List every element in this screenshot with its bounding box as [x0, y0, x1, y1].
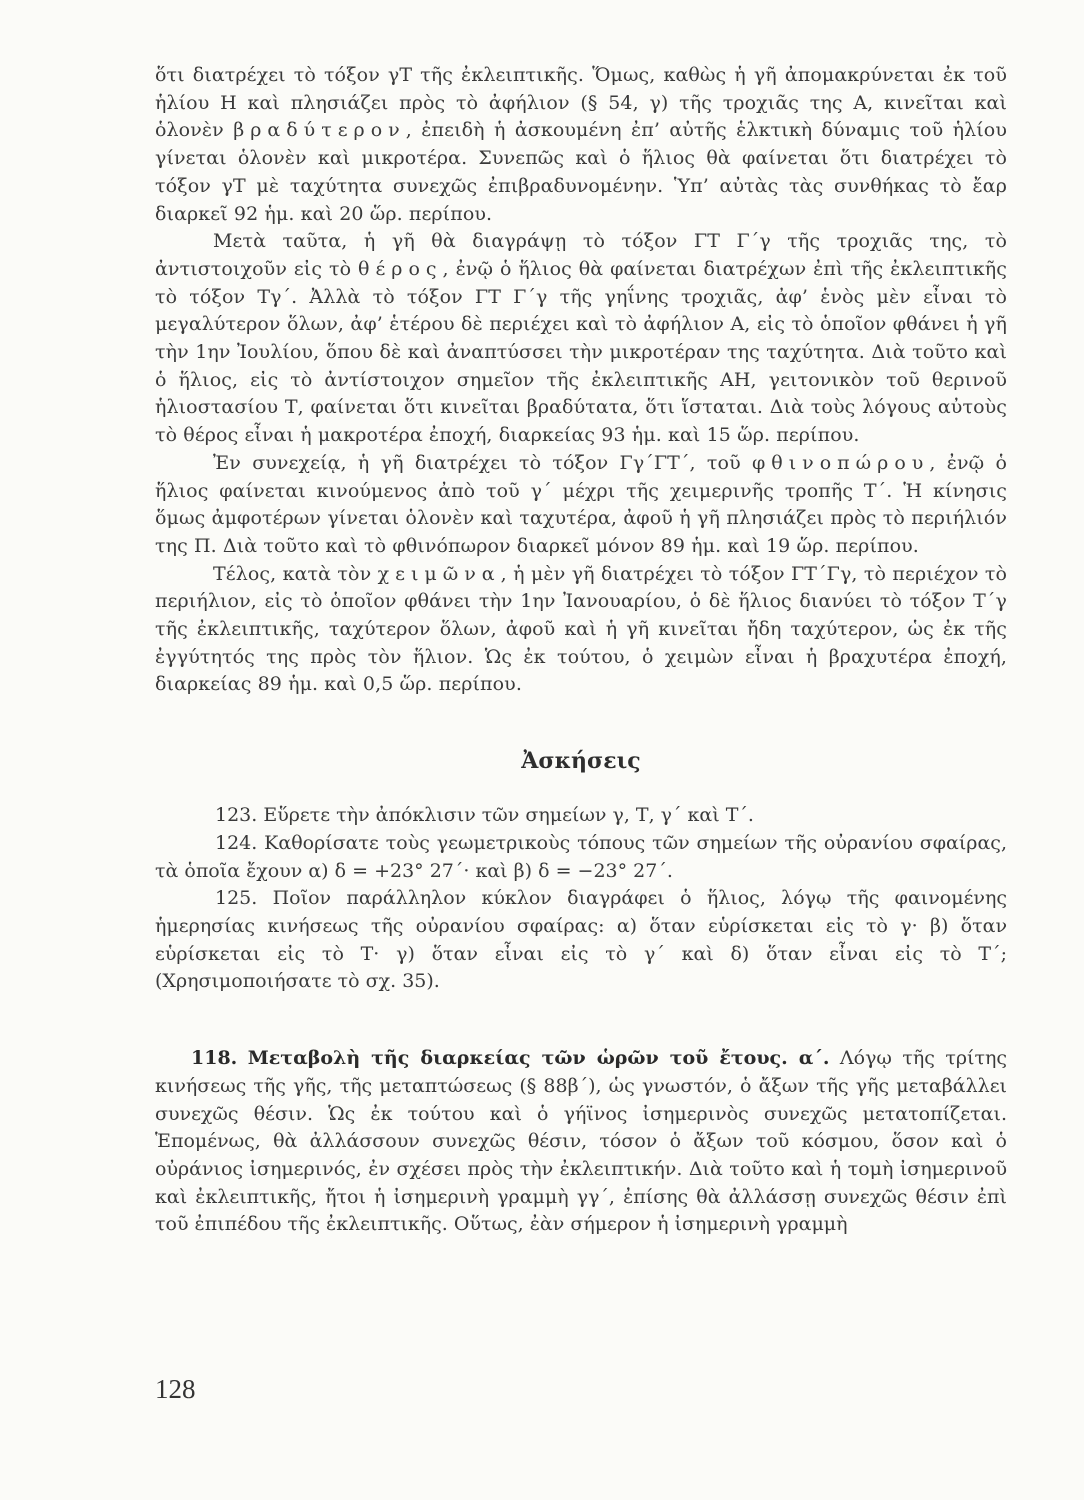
section-paragraph	[155, 1045, 1007, 1239]
section-text: Λόγῳ τῆς τρίτης κινήσεως τῆς γῆς, τῆς μεταπτώσεως (§ 88β΄), ὡς γνωστόν, ὁ ἄξων τῆς γῆς μεταβάλλει συνεχῶς θέσιν. Ὡς ἐκ τούτου καὶ ὁ γήϊνος ἰσημερινὸς συνεχῶς μετατοπίζεται. Ἑπομένως, θὰ ἀλλάσσουν συνεχῶς θέσιν, τόσον ὁ ἄξων τοῦ κόσμου, ὅσον καὶ ὁ οὐράνιος ἰσημερινός, ἐν σχέσει πρὸς τὴν ἐκλειπτικήν. Διὰ τοῦτο καὶ ἡ τομὴ ἰσημερινοῦ καὶ ἐκλειπτικῆς, ἤτοι ἡ ἰσημερινὴ γραμμὴ γγ΄, ἐπίσης θὰ ἀλλάσσῃ συνεχῶς θέσιν ἐπὶ τοῦ ἐπιπέδου τῆς ἐκλειπτικῆς. Οὕτως, ἐὰν σήμερον ἡ ἰσημερινὴ γραμμὴ	[155, 1047, 1007, 1236]
page-content	[155, 62, 1007, 1239]
page-number: 128	[155, 1374, 196, 1404]
spaced-word: χειμῶνα	[377, 562, 501, 585]
paragraph: Μετὰ ταῦτα, ἡ γῆ θὰ διαγράψῃ τὸ τόξον ΓΤ Γ΄γ τῆς τροχιᾶς της, τὸ ἀντιστοιχοῦν εἰς τὸ θέρος, ἐνῷ ὁ ἥλιος θὰ φαίνεται διατρέχων ἐπὶ τῆς ἐκλειπτικῆς τὸ τόξον Τγ΄. Ἀλλὰ τὸ τόξον ΓΤ Γ΄γ τῆς γηΐνης τροχιᾶς, ἀφ’ ἑνὸς μὲν εἶναι τὸ μεγαλύτερον ὅλων, ἀφ’ ἑτέρου δὲ περιέχει καὶ τὸ ἀφήλιον Α, εἰς τὸ ὁποῖον φθάνει ἡ γῆ τὴν 1ην Ἰουλίου, ὅπου δὲ καὶ ἀναπτύσσει τὴν μικροτέραν της ταχύτητα. Διὰ τοῦτο καὶ ὁ ἥλιος, εἰς τὸ ἀντίστοιχον σημεῖον τῆς ἐκλειπτικῆς ΑΗ, γειτονικὸν τοῦ θερινοῦ ἡλιοστασίου Τ, φαίνεται ὅτι κινεῖται βραδύτατα, ὅτι ἵσταται. Διὰ τοὺς λόγους αὐτοὺς τὸ θέρος εἶναι ἡ μακροτέρα ἐποχή, διαρκείας 93 ἡμ. καὶ 15 ὥρ. περίπου.	[155, 230, 1007, 447]
paragraph: ὅτι διατρέχει τὸ τόξον γΤ τῆς ἐκλειπτικῆς. Ὅμως, καθὼς ἡ γῆ ἀπομακρύνεται ἐκ τοῦ ἡλίου Η καὶ πλησιάζει πρὸς τὸ ἀφήλιον (§ 54, γ) τῆς τροχιᾶς της Α, κινεῖται καὶ ὁλονὲν βραδύτερον, ἐπειδὴ ἡ ἀσκουμένη ἐπ’ αὐτῆς ἑλκτικὴ δύναμις τοῦ ἡλίου γίνεται ὁλονὲν καὶ μικροτέρα. Συνεπῶς καὶ ὁ ἥλιος θὰ φαίνεται ὅτι διατρέχει τὸ τόξον γΤ μὲ ταχύτητα συνεχῶς ἐπιβραδυνομένην. Ὑπ’ αὐτὰς τὰς συνθήκας τὸ ἔαρ διαρκεῖ 92 ἡμ. καὶ 20 ὥρ. περίπου.	[155, 64, 1007, 225]
body-text	[155, 62, 1007, 699]
section-number: 118.	[191, 1047, 238, 1070]
paragraph: Ἐν συνεχείᾳ, ἡ γῆ διατρέχει τὸ τόξον Γγ΄ΓΤ΄, τοῦ φθινοπώρου, ἐνῷ ὁ ἥλιος φαίνεται κινούμενος ἀπὸ τοῦ γ΄ μέχρι τῆς χειμερινῆς τροπῆς Τ΄. Ἡ κίνησις ὅμως ἀμφοτέρων γίνεται ὁλονὲν καὶ ταχυτέρα, ἀφοῦ ἡ γῆ πλησιάζει πρὸς τὸ περιήλιόν της Π. Διὰ τοῦτο καὶ τὸ φθινόπωρον διαρκεῖ μόνον 89 ἡμ. καὶ 19 ὥρ. περίπου.	[155, 451, 1008, 557]
exercise-item: 123. Εὕρετε τὴν ἀπόκλισιν τῶν σημείων γ, Τ, γ΄ καὶ Τ΄.	[215, 804, 754, 827]
exercise-item: 124. Καθορίσατε τοὺς γεωμετρικοὺς τόπους τῶν σημείων τῆς οὐρανίου σφαίρας, τὰ ὁποῖα ἔχουν α) δ = +23° 27΄· καὶ β) δ = −23° 27΄.	[155, 831, 1007, 882]
spaced-word: βραδύτερον	[233, 119, 406, 142]
spaced-word: θέρος	[358, 257, 443, 280]
exercise-item: 125. Ποῖον παράλληλον κύκλον διαγράφει ὁ ἥλιος, λόγῳ τῆς φαινομένης ἡμερησίας κινήσεως τῆς οὐρανίου σφαίρας: α) ὅταν εὑρίσκεται εἰς τὸ γ· β) ὅταν εὑρίσκεται εἰς τὸ Τ· γ) ὅταν εἶναι εἰς τὸ γ΄ καὶ δ) ὅταν εἶναι εἰς τὸ Τ΄; (Χρησιμοποιήσατε τὸ σχ. 35).	[155, 887, 1007, 993]
exercises-list	[155, 802, 1007, 996]
section-118	[155, 1045, 1007, 1239]
section-title: Μεταβολὴ τῆς διαρκείας τῶν ὡρῶν τοῦ ἔτους. α΄.	[247, 1047, 830, 1070]
spaced-word: φθινοπώρου	[751, 451, 930, 474]
paragraph: Τέλος, κατὰ τὸν χειμῶνα, ἡ μὲν γῆ διατρέχει τὸ τόξον ΓΤ΄Γγ, τὸ περιέχον τὸ περιήλιον, εἰς τὸ ὁποῖον φθάνει τὴν 1ην Ἰανουαρίου, ὁ δὲ ἥλιος διανύει τὸ τόξον Τ΄γ τῆς ἐκλειπτικῆς, ταχύτερον ὅλων, ἀφοῦ καὶ ἡ γῆ κινεῖται ἤδη ταχύτερον, ὡς ἐκ τῆς ἐγγύτητός της πρὸς τὸν ἥλιον. Ὡς ἐκ τούτου, ὁ χειμὼν εἶναι ἡ βραχυτέρα ἐποχή, διαρκείας 89 ἡμ. καὶ 0,5 ὥρ. περίπου.	[155, 562, 1008, 696]
exercises-heading: Ἀσκήσεις	[521, 748, 641, 775]
